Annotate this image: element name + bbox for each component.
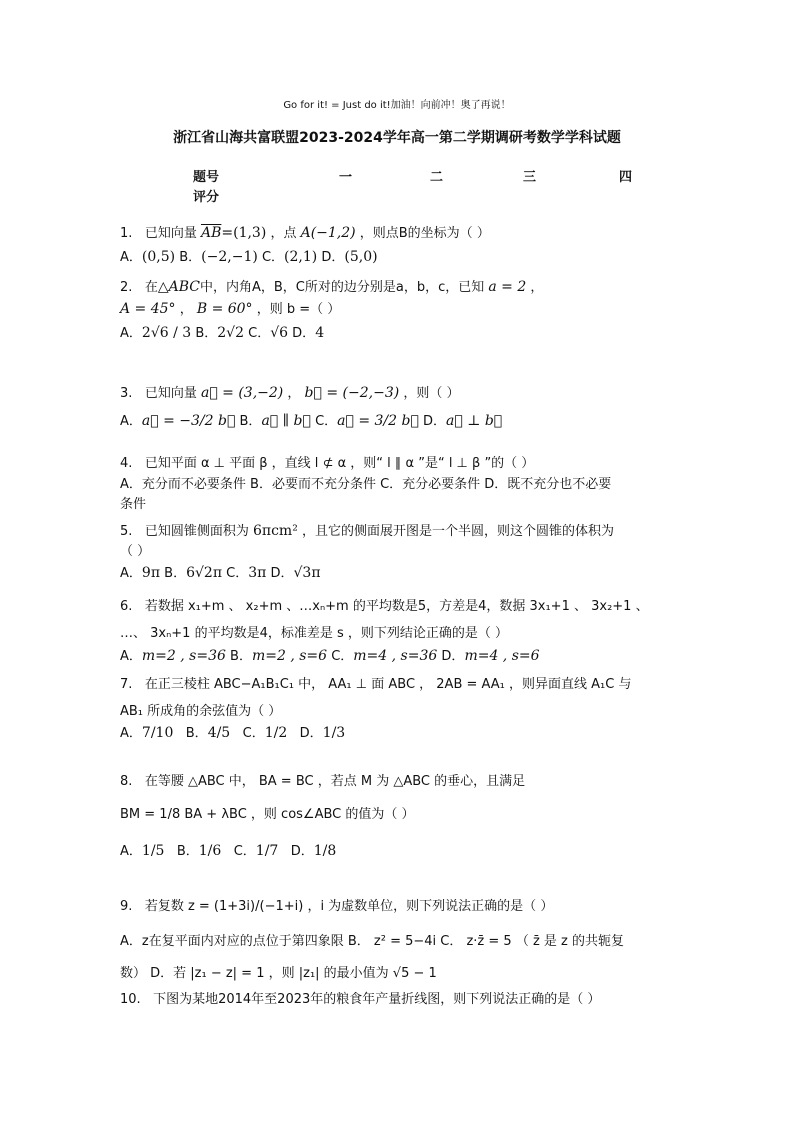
question-4: 4. 已知平面 α ⊥ 平面 β ，直线 l ⊄ α ，则“ l ∥ α ”是“ l ⊥ β ”的（ ） [120, 456, 535, 471]
page-header: Go for it! = Just do it!加油！向前冲！奥了再说！ [283, 100, 511, 111]
question-5-options: A．9π B．6√2π C．3π D．√3π [120, 565, 321, 581]
question-7-options: A．7/10 B．4/5 C．1/2 D．1/3 [120, 725, 346, 741]
question-3-options: A．a⃗ = −3/2 b⃗ B．a⃗ ∥ b⃗ C．a⃗ = 3/2 b⃗ D．a⃗ ⊥ b⃗ [120, 413, 503, 429]
question-2-line2: A = 45° ， B = 60° ，则 b =（ ） [120, 301, 341, 317]
question-7: 7. 在正三棱柱 ABC−A₁B₁C₁ 中， AA₁ ⊥ 面 ABC ， 2AB = AA₁ ，则异面直线 A₁C 与 [120, 677, 632, 692]
question-3: 3. 已知向量 a⃗ = (3,−2) ， b⃗ = (−2,−3) ，则（ ） [120, 385, 460, 401]
question-1-options: A．(0,5) B．(−2,−1) C．(2,1) D．(5,0) [120, 249, 378, 265]
question-6: 6. 若数据 x₁+m 、 x₂+m 、…xₙ+m 的平均数是5，方差是4，数据 3x₁+1 、 3x₂+1 、 [120, 599, 649, 614]
question-9-options: A．z在复平面内对应的点位于第四象限 B． z² = 5−4i C． z·z̄ = 5 （ z̄ 是 z 的共轭复 [120, 934, 624, 949]
table-header-label: 题号 [193, 170, 220, 185]
question-6-options: A．m=2 , s=36 B．m=2 , s=6 C．m=4 , s=36 D．m=4 , s=6 [120, 648, 540, 664]
question-9: 9. 若复数 z = (1+3i)/(−1+i) ，i 为虚数单位，则下列说法正确的是（ ） [120, 899, 554, 914]
table-row-label: 评分 [193, 190, 220, 205]
question-7-line2: AB₁ 所成角的余弦值为（ ） [120, 704, 282, 719]
question-4-options-cont: 条件 [120, 497, 147, 512]
question-2-options: A．2√6 / 3 B．2√2 C．√6 D．4 [120, 325, 325, 341]
table-col-1: 一 [339, 170, 353, 185]
question-10: 10. 下图为某地2014年至2023年的粮食年产量折线图，则下列说法正确的是（ ） [120, 992, 601, 1007]
question-8-line2: BM = 1/8 BA + λBC ，则 cos∠ABC 的值为（ ） [120, 807, 415, 822]
question-1: 1. 已知向量 $\overline{AB}=(1,3)$ ，点 A(−1,2) ，则点B的坐标为（ ） [120, 225, 490, 241]
question-5: 5. 已知圆锥侧面积为 6πcm² ，且它的侧面展开图是一个半圆，则这个圆锥的体积为 [120, 523, 614, 539]
page-title: 浙江省山海共富联盟2023-2024学年高一第二学期调研考数学学科试题 [173, 130, 621, 146]
question-6-line2: …、 3xₙ+1 的平均数是4，标准差是 s ，则下列结论正确的是（ ） [120, 626, 509, 641]
table-col-4: 四 [619, 170, 633, 185]
table-col-2: 二 [430, 170, 444, 185]
question-8: 8. 在等腰 △ABC 中， BA = BC ，若点 M 为 △ABC 的垂心，且满足 [120, 774, 526, 789]
question-9-options-cont: 数） D．若 |z₁ − z| = 1 ，则 |z₁| 的最小值为 √5 − 1 [120, 966, 437, 981]
question-8-options: A．1/5 B．1/6 C．1/7 D．1/8 [120, 843, 337, 859]
question-4-options: A．充分而不必要条件 B．必要而不充分条件 C．充分必要条件 D．既不充分也不必要 [120, 477, 612, 492]
question-5-line2: （ ） [120, 544, 151, 559]
question-2: 2. 在△ABC中，内角A，B，C所对的边分别是a，b，c，已知 a = 2 ， [120, 279, 544, 295]
table-col-3: 三 [523, 170, 537, 185]
